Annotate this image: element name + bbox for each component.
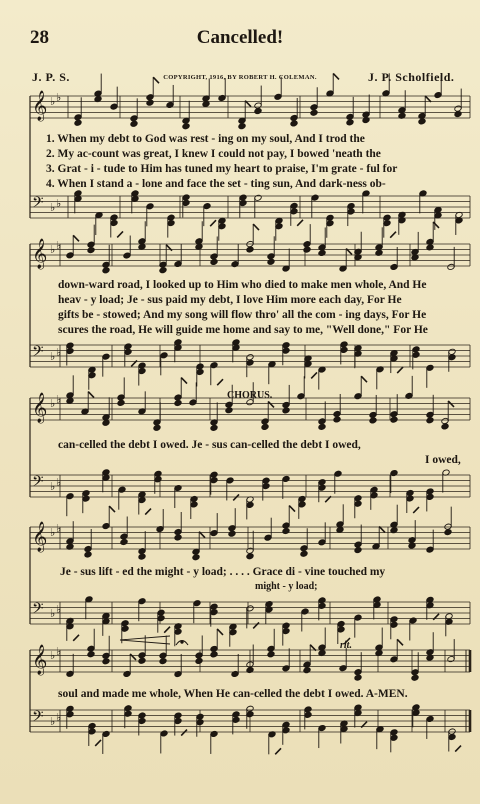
bass-clef-icon: 𝄢 — [32, 473, 44, 494]
note-head — [303, 246, 311, 253]
note-flag — [88, 392, 94, 398]
treble-clef-icon: 𝄞 — [32, 91, 48, 121]
note-head — [441, 423, 449, 430]
note-flag — [413, 507, 419, 513]
flat-icon: ♭ — [50, 527, 56, 539]
note-head — [310, 109, 318, 116]
note-head — [146, 99, 154, 106]
note-head — [303, 667, 311, 674]
note-flag — [109, 506, 115, 512]
note-head — [228, 530, 236, 537]
note-flag — [311, 372, 317, 378]
note-head — [318, 249, 326, 256]
verse-3-continued: gifts be - stowed; And my song will flow thro' all the com - ing days, For He — [58, 309, 427, 321]
flat-icon: ♭ — [50, 96, 56, 108]
note-head — [261, 423, 269, 430]
note-head — [195, 657, 203, 664]
flat-icon: ♭ — [50, 716, 56, 728]
note-head — [182, 123, 190, 130]
note-head — [120, 538, 128, 545]
flat-icon: ♭ — [50, 481, 56, 493]
treble-clef-icon: 𝄞 — [32, 522, 48, 552]
bass-clef-icon: 𝄢 — [32, 343, 44, 364]
note-flag — [117, 231, 123, 237]
verse-2-continued: heav - y load; Je - sus paid my debt, I love Him more each day, For He — [58, 294, 402, 306]
note-head — [246, 246, 254, 253]
chorus-echo-1: I owed, — [425, 454, 461, 466]
note-flag — [73, 635, 79, 641]
note-head — [282, 407, 290, 414]
note-flag — [390, 232, 396, 238]
note-head — [354, 674, 362, 681]
note-head — [159, 658, 167, 665]
note-flag — [433, 222, 439, 228]
note-head — [362, 117, 370, 124]
flat-icon: ♭ — [50, 244, 56, 256]
note-flag — [253, 224, 259, 230]
verse-3-line: 3. Grat - i - tude to Him has tuned my heart to praise, I'm grate - ful for — [46, 163, 398, 175]
note-head — [390, 416, 398, 423]
note-head — [426, 417, 434, 424]
chorus-label: CHORUS. — [227, 390, 273, 401]
note-head — [444, 529, 452, 536]
note-head — [418, 118, 426, 125]
note-flag — [164, 627, 170, 633]
note-head — [130, 120, 138, 127]
note-head — [192, 554, 200, 561]
note-flag — [397, 639, 403, 645]
note-flag — [268, 401, 274, 407]
note-head — [318, 423, 326, 430]
note-flag — [361, 376, 367, 382]
note-head — [346, 119, 354, 126]
note-head — [300, 550, 308, 557]
note-flag — [425, 96, 431, 102]
note-head — [153, 424, 161, 431]
note-head — [246, 553, 254, 560]
flat-icon: ♭ — [50, 202, 56, 214]
note-flag — [210, 220, 216, 226]
note-flag — [217, 379, 223, 385]
note-flag — [217, 629, 223, 635]
note-head — [411, 674, 419, 681]
note-head — [254, 108, 262, 115]
note-head — [138, 553, 146, 560]
note-flag — [181, 378, 187, 384]
bass-clef-icon: 𝄢 — [32, 194, 44, 215]
note-flag — [181, 730, 187, 736]
flat-icon: ♭ — [50, 351, 56, 363]
note-flag — [455, 746, 461, 752]
note-head — [174, 400, 182, 407]
note-head — [74, 119, 82, 126]
note-flag — [448, 401, 454, 407]
bass-clef-icon: 𝄢 — [32, 600, 44, 621]
note-head — [210, 651, 218, 658]
verse-1-line: 1. When my debt to God was rest - ing on my soul, And I trod the — [46, 133, 365, 145]
verse-2-line: 2. My ac-count was great, I knew I could not pay, I bowed 'neath the — [46, 148, 381, 160]
fermata-dot — [181, 641, 183, 643]
chorus-line-1: can-celled the debt I owed. Je - sus can-celled the debt I owed, — [58, 439, 361, 451]
verse-4-continued: scures the road, He will guide me home and say to me, "Well done," For He — [58, 324, 428, 336]
note-flag — [130, 654, 136, 660]
note-flag — [145, 509, 151, 515]
treble-clef-icon: 𝄞 — [32, 239, 48, 269]
flat-icon: ♭ — [56, 198, 62, 210]
note-flag — [73, 235, 79, 241]
composer-credit: J. P. Scholfield. — [368, 70, 455, 84]
verse-4-line: 4. When I stand a - lone and face the set - ting sun, And dark-ness ob- — [46, 178, 386, 190]
note-head — [369, 417, 377, 424]
chorus-line-3: soul and made me whole, When He can-celled the debt I owed. A-MEN. — [58, 688, 408, 700]
note-head — [454, 111, 462, 118]
author-credit: J. P. S. — [32, 70, 70, 84]
note-flag — [289, 506, 295, 512]
note-flag — [153, 77, 159, 83]
note-head — [354, 547, 362, 554]
note-head — [87, 651, 95, 658]
flat-icon: ♭ — [56, 394, 62, 406]
flat-icon: ♭ — [56, 240, 62, 252]
note-head — [225, 407, 233, 414]
note-head — [246, 666, 254, 673]
note-flag — [297, 220, 303, 226]
note-head — [159, 267, 167, 274]
note-flag — [333, 73, 339, 79]
note-head — [210, 258, 218, 265]
note-flag — [253, 622, 259, 628]
flat-icon: ♭ — [56, 712, 62, 724]
note-head — [87, 247, 95, 254]
copyright-notice: COPYRIGHT, 1916, BY ROBERT H. COLEMAN. — [163, 74, 317, 81]
treble-clef-icon: 𝄞 — [32, 645, 48, 675]
note-head — [102, 267, 110, 274]
flat-icon: ♭ — [50, 650, 56, 662]
hymn-number: 28 — [30, 27, 49, 48]
note-head — [210, 424, 218, 431]
note-head — [267, 651, 275, 658]
hymn-title: Cancelled! — [196, 27, 284, 48]
bass-clef-icon: 𝄢 — [32, 708, 44, 729]
flat-icon: ♭ — [56, 92, 62, 104]
note-head — [333, 416, 341, 423]
note-head — [282, 527, 290, 534]
ritardando-mark: rit. — [340, 640, 352, 651]
note-head — [117, 399, 125, 406]
chorus-echo-2: might - y load; — [255, 581, 318, 592]
note-head — [84, 551, 92, 558]
note-head — [238, 123, 246, 130]
treble-clef-icon: 𝄞 — [32, 393, 48, 423]
note-flag — [233, 494, 239, 500]
verse-1-continued: down-ward road, I looked up to Him who died to make men whole, And He — [58, 279, 427, 291]
note-head — [138, 657, 146, 664]
note-head — [102, 658, 110, 665]
chorus-line-2: Je - sus lift - ed the might - y load; . . . . Grace di - vine touched my — [60, 566, 386, 578]
flat-icon: ♭ — [56, 523, 62, 535]
note-head — [267, 258, 275, 265]
flat-icon: ♭ — [56, 646, 62, 658]
flat-icon: ♭ — [56, 604, 62, 616]
note-head — [174, 534, 182, 541]
flat-icon: ♭ — [50, 608, 56, 620]
flat-icon: ♭ — [50, 398, 56, 410]
flat-icon: ♭ — [56, 347, 62, 359]
flat-icon: ♭ — [56, 477, 62, 489]
note-flag — [397, 367, 403, 373]
note-flag — [95, 740, 101, 746]
note-head — [290, 120, 298, 127]
note-flag — [275, 748, 281, 754]
